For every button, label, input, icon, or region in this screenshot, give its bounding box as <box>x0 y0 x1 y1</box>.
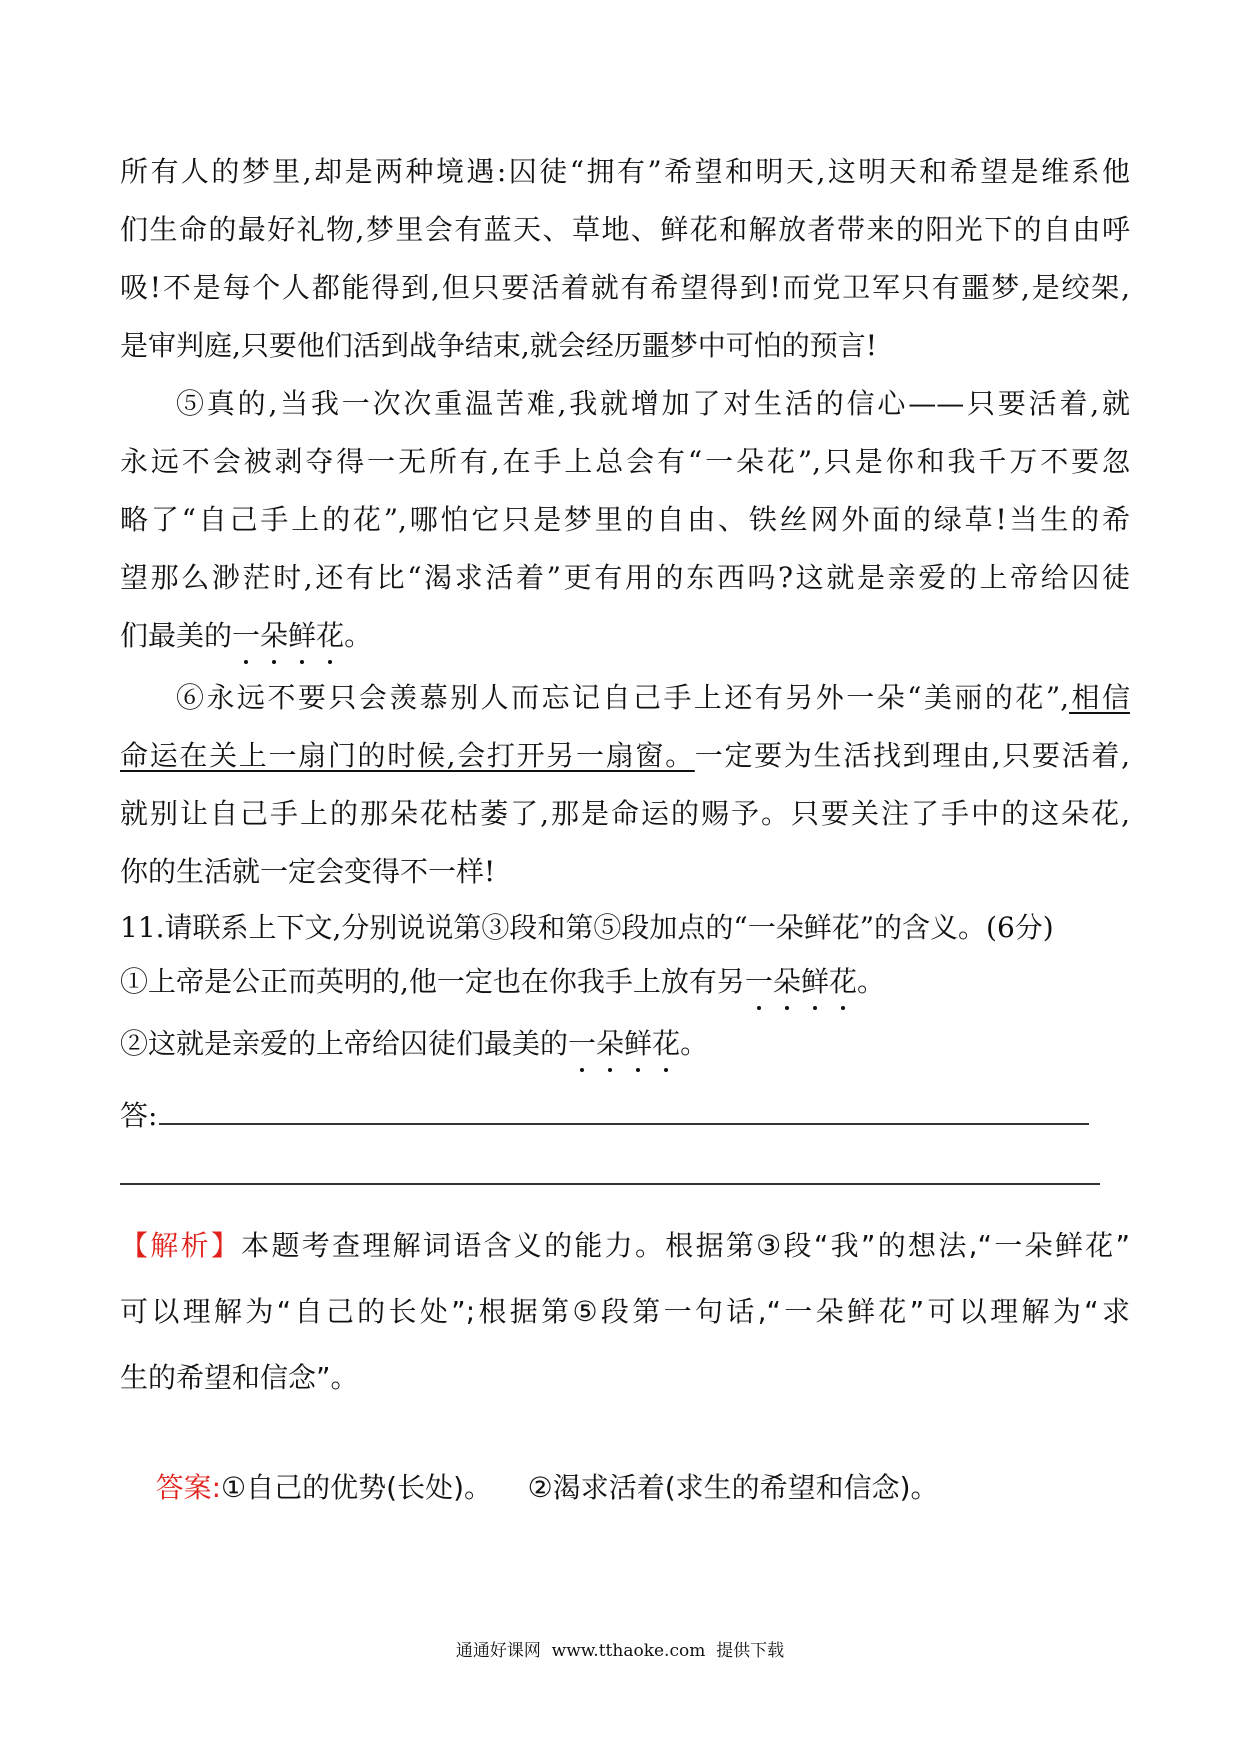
answer-blank[interactable] <box>159 1123 1089 1125</box>
paragraph-line: 你的生活就一定会变得不一样! <box>120 855 496 888</box>
dotted-char: 一 <box>232 614 260 658</box>
answer-label: 答: <box>120 1099 158 1132</box>
answer-tag: 答案: <box>155 1471 222 1504</box>
dotted-char: 一 <box>568 1022 596 1066</box>
paragraph-line: 就别让自己手上的那朵花枯萎了,那是命运的赐予。只要关注了手中的这朵花, <box>120 797 1130 830</box>
paragraph-line: 所有人的梦里,却是两种境遇:囚徒“拥有”希望和明天,这明天和希望是维系他 <box>120 155 1130 188</box>
text-span: 本题考查理解词语含义的能力。根据第③段“我”的想法,“一朵鲜花” <box>241 1229 1130 1262</box>
paragraph-line: 们生命的最好礼物,梦里会有蓝天、草地、鲜花和解放者带来的阳光下的自由呼 <box>120 213 1130 246</box>
question-sentence <box>120 1022 708 1066</box>
text-span: 。 <box>680 1027 709 1060</box>
underlined-text: 命运在关上一扇门的时候,会打开另一扇窗。 <box>120 739 695 772</box>
analysis-line <box>120 1224 1130 1268</box>
paragraph-line: 永远不会被剥夺得一无所有,在手上总会有“一朵花”,只是你和我千万不要忽 <box>120 445 1130 478</box>
paragraph-line: 略了“自己手上的花”,哪怕它只是梦里的自由、铁丝网外面的绿草!当生的希 <box>120 503 1130 536</box>
text-span: 们最美的 <box>120 619 233 652</box>
text-span: ⑥永远不要只会羡慕别人而忘记自己手上还有另外一朵“美丽的花”, <box>176 681 1070 714</box>
question-stem: 11.请联系上下文,分别说说第③段和第⑤段加点的“一朵鲜花”的含义。(6分) <box>120 911 1054 944</box>
analysis-line: 生的希望和信念”。 <box>120 1361 359 1394</box>
analysis-line: 可以理解为“自己的长处”;根据第⑤段第一句话,“一朵鲜花”可以理解为“求 <box>120 1295 1130 1328</box>
text-span: ①上帝是公正而英明的,他一定也在你我手上放有另 <box>120 965 745 998</box>
page-footer: 通通好课网 www.tthaoke.com 提供下载 <box>455 1641 785 1661</box>
paragraph-line <box>120 734 1130 778</box>
dotted-char: 鲜 <box>288 614 316 658</box>
paragraph-line: 是审判庭,只要他们活到战争结束,就会经历噩梦中可怕的预言! <box>120 329 878 362</box>
paragraph-line: 吸!不是每个人都能得到,但只要活着就有希望得到!而党卫军只有噩梦,是绞架, <box>120 271 1130 304</box>
dotted-char: 花 <box>316 614 344 658</box>
dotted-char: 一 <box>745 960 773 1004</box>
dotted-char: 鲜 <box>624 1022 652 1066</box>
paragraph-line <box>120 614 372 658</box>
answer-line <box>120 1094 1089 1138</box>
text-span: ②这就是亲爱的上帝给囚徒们最美的 <box>120 1027 569 1060</box>
text-span: 一定要为生活找到理由,只要活着, <box>694 739 1130 772</box>
paragraph-line <box>120 676 1130 720</box>
answer-text: ①自己的优势(长处)。 ②渴求活着(求生的希望和信念)。 <box>221 1471 939 1504</box>
paragraph-line: 望那么渺茫时,还有比“渴求活着”更有用的东西吗?这就是亲爱的上帝给囚徒 <box>120 561 1130 594</box>
answer-blank[interactable] <box>120 1183 1100 1185</box>
paragraph-line: ⑤真的,当我一次次重温苦难,我就增加了对生活的信心——只要活着,就 <box>176 387 1130 420</box>
underlined-text: 相信 <box>1069 681 1130 714</box>
dotted-char: 朵 <box>773 960 801 1004</box>
text-span: 。 <box>344 619 373 652</box>
dotted-char: 鲜 <box>801 960 829 1004</box>
answer-line <box>120 1154 1100 1198</box>
dotted-char: 朵 <box>596 1022 624 1066</box>
answer-key <box>120 1422 939 1504</box>
text-span: 。 <box>856 965 885 998</box>
dotted-char: 朵 <box>260 614 288 658</box>
question-sentence <box>120 960 885 1004</box>
dotted-char: 花 <box>829 960 857 1004</box>
dotted-char: 花 <box>652 1022 680 1066</box>
analysis-tag: 【解析】 <box>120 1229 242 1262</box>
